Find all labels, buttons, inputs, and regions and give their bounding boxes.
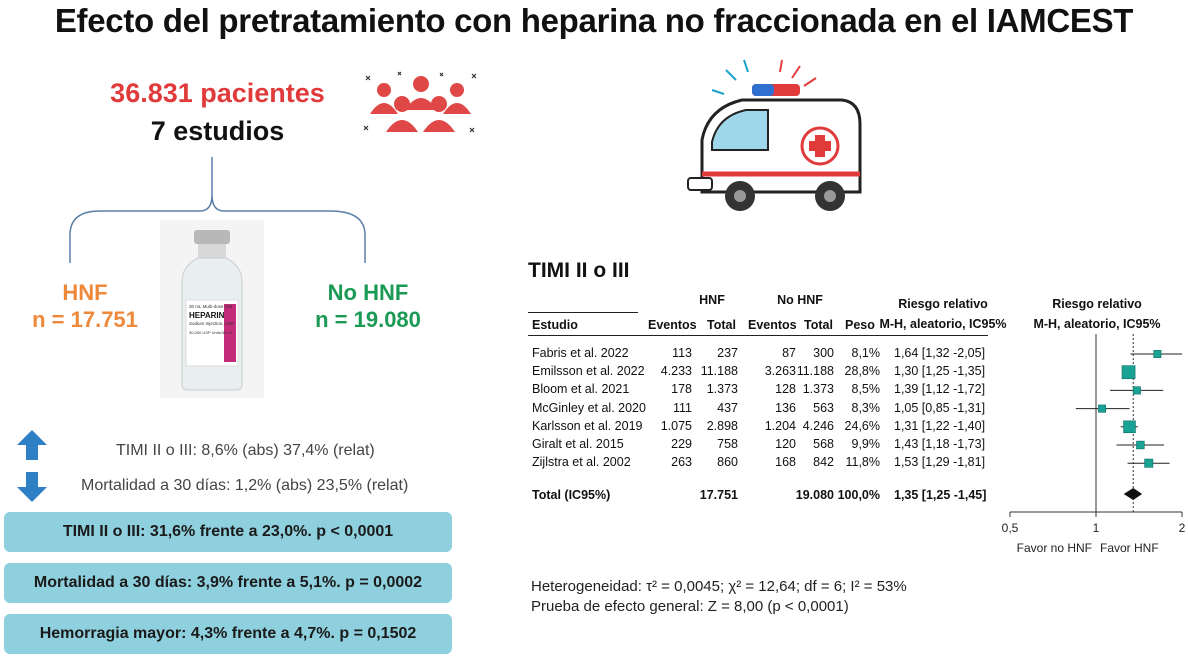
row-e2: 1.204 — [764, 418, 796, 433]
study-marker — [1136, 441, 1144, 449]
study-marker — [1124, 421, 1136, 433]
heparin-vial-icon — [160, 220, 264, 398]
row-e1: 178 — [671, 382, 692, 397]
row-rr: 1,31 [1,22 -1,40] — [894, 418, 986, 433]
no-hnf-group — [293, 279, 443, 333]
vial-subtitle: Sodium Injection, USP — [189, 321, 235, 326]
row-t1: 11.188 — [700, 364, 738, 379]
row-study: Giralt et al. 2015 — [532, 437, 624, 451]
row-study: Bloom et al. 2021 — [532, 382, 630, 397]
row-weight: 24,6% — [844, 418, 880, 433]
row-e1: 229 — [671, 437, 692, 451]
row-weight: 28,8% — [844, 364, 880, 379]
x-tick-label: 0,5 — [1001, 521, 1019, 535]
hdr-total-2: Total — [804, 318, 833, 332]
row-t2: 4.246 — [802, 418, 834, 433]
row-weight: 11,8% — [845, 455, 880, 470]
study-marker — [1145, 459, 1153, 467]
row-e1: 113 — [672, 346, 692, 360]
row-e1: 263 — [671, 455, 692, 470]
row-weight: 8,5% — [851, 382, 880, 397]
row-study: McGinley et al. 2020 — [532, 400, 646, 415]
ambulance-icon — [672, 50, 872, 220]
row-e2: 136 — [775, 400, 796, 415]
vial-top-text: 30 mL Multi-dose Vial — [189, 304, 233, 309]
hnf-label: HNF — [62, 280, 108, 305]
row-t2: 11.188 — [796, 364, 834, 379]
hdr-no-hnf: No HNF — [777, 293, 823, 307]
row-e2: 168 — [775, 455, 796, 470]
total-label: Total (IC95%) — [532, 488, 611, 502]
row-study: Karlsson et al. 2019 — [532, 418, 643, 433]
x-tick-label: 1 — [1092, 521, 1100, 535]
row-e1: 111 — [672, 400, 692, 415]
row-rr: 1,64 [1,32 -2,05] — [894, 346, 986, 360]
vial-dose: 30,000 USP Units/30 mL — [189, 330, 233, 335]
result-box-timi: TIMI II o III: 31,6% frente a 23,0%. p < 0,0001 — [4, 512, 452, 552]
hdr-hnf: HNF — [699, 293, 725, 307]
hdr-rr2: Riesgo relativo — [1052, 297, 1142, 311]
forest-title: TIMI II o III — [528, 259, 630, 282]
arrow-down-icon — [15, 470, 49, 504]
studies-count: 7 estudios — [150, 116, 285, 146]
heparin-vial-image — [160, 220, 264, 398]
study-marker — [1098, 405, 1105, 412]
favor-left-label: Favor no HNF — [1016, 541, 1092, 555]
row-t1: 237 — [717, 346, 738, 360]
row-rr: 1,43 [1,18 -1,73] — [894, 437, 986, 451]
hnf-n: n = 17.751 — [32, 307, 138, 332]
study-marker — [1154, 350, 1161, 357]
row-t2: 568 — [813, 437, 834, 451]
no-hnf-label: No HNF — [327, 280, 409, 305]
row-weight: 8,1% — [851, 346, 880, 360]
total-w: 100,0% — [837, 488, 880, 502]
result-box-bleeding: Hemorragia mayor: 4,3% frente a 4,7%. p = 0,1502 — [4, 614, 452, 654]
row-weight: 9,9% — [851, 437, 880, 451]
total-t1: 17.751 — [699, 488, 738, 502]
hdr-eventos-1: Eventos — [648, 318, 697, 332]
effect-mortality: Mortalidad a 30 días: 1,2% (abs) 23,5% (relat) — [81, 477, 409, 494]
pooled-diamond — [1124, 488, 1142, 500]
row-t1: 860 — [717, 455, 738, 470]
people-group-icon — [362, 70, 480, 140]
row-t1: 2.898 — [706, 418, 738, 433]
row-study: Emilsson et al. 2022 — [532, 364, 645, 379]
effect-timi: TIMI II o III: 8,6% (abs) 37,4% (relat) — [116, 442, 375, 459]
hdr-underline-hnf-left — [528, 312, 638, 313]
row-weight: 8,3% — [851, 400, 880, 415]
hdr-eventos-2: Eventos — [748, 318, 797, 332]
row-t2: 563 — [813, 400, 834, 415]
row-e2: 120 — [775, 437, 796, 451]
row-t2: 1.373 — [802, 382, 834, 397]
row-e2: 3.263 — [764, 364, 796, 379]
study-marker — [1122, 366, 1135, 379]
total-t2: 19.080 — [795, 488, 834, 502]
page-title: Efecto del pretratamiento con heparina no fraccionada en el IAMCEST — [54, 2, 1134, 39]
result-box-mortality: Mortalidad a 30 días: 3,9% frente a 5,1%. p = 0,0002 — [4, 563, 452, 603]
x-tick-label: 2 — [1178, 521, 1186, 535]
vial-brand: HEPARIN — [189, 311, 225, 320]
hdr-total-1: Total — [707, 318, 736, 332]
row-rr: 1,30 [1,25 -1,35] — [894, 364, 986, 379]
row-t1: 758 — [717, 437, 738, 451]
row-e1: 1.075 — [660, 418, 692, 433]
row-rr: 1,05 [0,85 -1,31] — [894, 400, 986, 415]
arrow-up-icon — [15, 428, 49, 462]
hdr-rr2b: M-H, aleatorio, IC95% — [1033, 317, 1161, 331]
favor-right-label: Favor HNF — [1100, 541, 1159, 555]
header-divider — [528, 335, 988, 336]
heterogeneity-text: Heterogeneidad: τ² = 0,0045; χ² = 12,64; df = 6; I² = 53% — [531, 578, 907, 595]
hdr-rr1: Riesgo relativo — [898, 297, 988, 311]
hnf-group — [10, 279, 160, 333]
hdr-rr1b: M-H, aleatorio, IC95% — [879, 317, 1007, 331]
row-e2: 87 — [782, 346, 796, 360]
row-t2: 842 — [813, 455, 834, 470]
overall-effect-text: Prueba de efecto general: Z = 8,00 (p < 0,0001) — [531, 598, 849, 615]
row-e1: 4.233 — [660, 364, 692, 379]
row-study: Zijlstra et al. 2002 — [532, 455, 631, 470]
row-t1: 437 — [717, 400, 738, 415]
row-t2: 300 — [813, 346, 834, 360]
row-t1: 1.373 — [706, 382, 738, 397]
no-hnf-n: n = 19.080 — [315, 307, 421, 332]
total-rr: 1,35 [1,25 -1,45] — [894, 488, 987, 502]
row-study: Fabris et al. 2022 — [532, 346, 629, 360]
patients-count: 36.831 pacientes — [110, 78, 325, 108]
row-rr: 1,53 [1,29 -1,81] — [894, 455, 986, 470]
forest-plot — [990, 330, 1188, 562]
row-e2: 128 — [775, 382, 796, 397]
hdr-peso: Peso — [845, 318, 875, 332]
study-marker — [1133, 387, 1140, 394]
row-rr: 1,39 [1,12 -1,72] — [894, 382, 986, 397]
hdr-estudio: Estudio — [532, 318, 578, 332]
